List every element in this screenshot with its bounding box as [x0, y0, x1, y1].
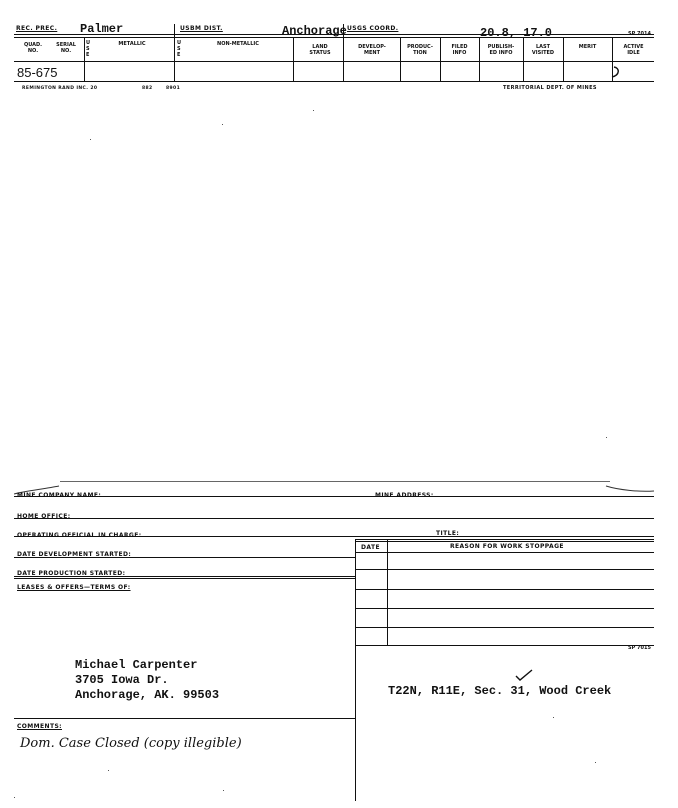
operating-official-label: OPERATING OFFICIAL IN CHARGE: — [17, 532, 142, 539]
quad-value: 85-675 — [17, 65, 58, 80]
development-header: DEVELOP- MENT — [358, 44, 386, 56]
date-development-label: DATE DEVELOPMENT STARTED: — [17, 551, 132, 558]
production-header: PRODUC- TION — [407, 44, 433, 56]
scan-speck — [313, 110, 314, 111]
form-rule — [14, 518, 654, 519]
scan-speck — [90, 139, 91, 140]
col-divider — [84, 37, 85, 81]
location-description: T22N, R11E, Sec. 31, Wood Creek — [388, 684, 612, 698]
printer-line: REMINGTON RAND INC. 20 — [22, 86, 98, 91]
stoppage-row-rule — [356, 627, 654, 628]
form-rule — [14, 718, 355, 719]
comments-label: COMMENTS: — [17, 723, 62, 730]
owner-street: 3705 Iowa Dr. — [75, 673, 169, 687]
metallic-header: METALLIC — [118, 41, 146, 47]
usbm-dist-value: Anchorage — [282, 24, 347, 38]
stoppage-reason-header: REASON FOR WORK STOPPAGE — [450, 543, 564, 550]
mine-address-label: MINE ADDRESS: — [375, 492, 434, 499]
scan-speck — [14, 797, 15, 798]
col-divider — [174, 24, 175, 81]
usgs-coord-value: 20.8, 17.0 — [480, 26, 553, 40]
comments-handwritten: Dom. Case Closed (copy illegible) — [20, 736, 242, 751]
form-code: SP 7014 — [628, 31, 651, 37]
printer-code: 8901 — [166, 86, 181, 91]
stoppage-date-header: DATE — [361, 544, 380, 551]
title-label: TITLE: — [436, 530, 460, 537]
form-rule — [14, 578, 355, 579]
printer-code: 882 — [142, 86, 153, 91]
date-production-label: DATE PRODUCTION STARTED: — [17, 570, 126, 577]
card-center-divider — [355, 539, 356, 801]
scan-speck — [606, 437, 607, 438]
leases-label: LEASES & OFFERS—TERMS OF: — [17, 584, 131, 591]
filed-info-header: FILED INFO — [451, 44, 468, 56]
usgs-coord-label: USGS COORD. — [347, 25, 399, 32]
form-code: SP 7015 — [628, 645, 651, 651]
merit-header: MERIT — [578, 44, 597, 50]
home-office-label: HOME OFFICE: — [17, 513, 71, 520]
stoppage-row-rule — [356, 608, 654, 609]
use-code-header: U S E — [177, 40, 182, 58]
serial-no-header: SERIAL NO. — [56, 42, 76, 54]
scan-speck — [108, 770, 109, 771]
rec-prec-label: REC. PREC. — [16, 25, 58, 32]
mine-company-label: MINE COMPANY NAME: — [17, 492, 102, 499]
rec-prec-value: Palmer — [80, 22, 124, 36]
use-code-header: U S E — [86, 40, 91, 58]
active-idle-header: ACTIVE IDLE — [623, 44, 644, 56]
quad-no-header: QUAD. NO. — [23, 42, 43, 54]
handwritten-check-mark — [514, 668, 534, 682]
non-metallic-header: NON-METALLIC — [217, 41, 259, 47]
stoppage-table-top-rule — [356, 541, 654, 542]
land-status-header: LAND STATUS — [309, 44, 331, 56]
owner-address — [75, 658, 219, 703]
last-visited-header: LAST VISITED — [531, 44, 555, 56]
stoppage-date-column-divider — [387, 539, 388, 645]
issuer-name: TERRITORIAL DEPT. OF MINES — [503, 85, 597, 91]
owner-city: Anchorage, AK. 99503 — [75, 688, 220, 702]
stoppage-row-rule — [356, 589, 654, 590]
handwritten-check-mark — [608, 64, 626, 82]
card-bottom-rule — [14, 81, 654, 82]
scan-speck — [222, 124, 223, 125]
stoppage-table-top-rule — [356, 539, 654, 540]
usbm-dist-label: USBM DIST. — [180, 25, 223, 32]
card-edge-curl — [14, 474, 664, 498]
header-bottom-rule — [14, 61, 654, 62]
scan-speck — [553, 717, 554, 718]
scan-speck — [223, 790, 224, 791]
published-info-header: PUBLISH- ED INFO — [487, 44, 515, 56]
owner-name: Michael Carpenter — [75, 658, 198, 672]
form-rule — [14, 496, 654, 497]
stoppage-row-rule — [356, 569, 654, 570]
scan-speck — [595, 762, 596, 763]
stoppage-row-rule — [356, 645, 654, 646]
stoppage-row-rule — [356, 552, 654, 553]
col-divider — [293, 37, 294, 81]
